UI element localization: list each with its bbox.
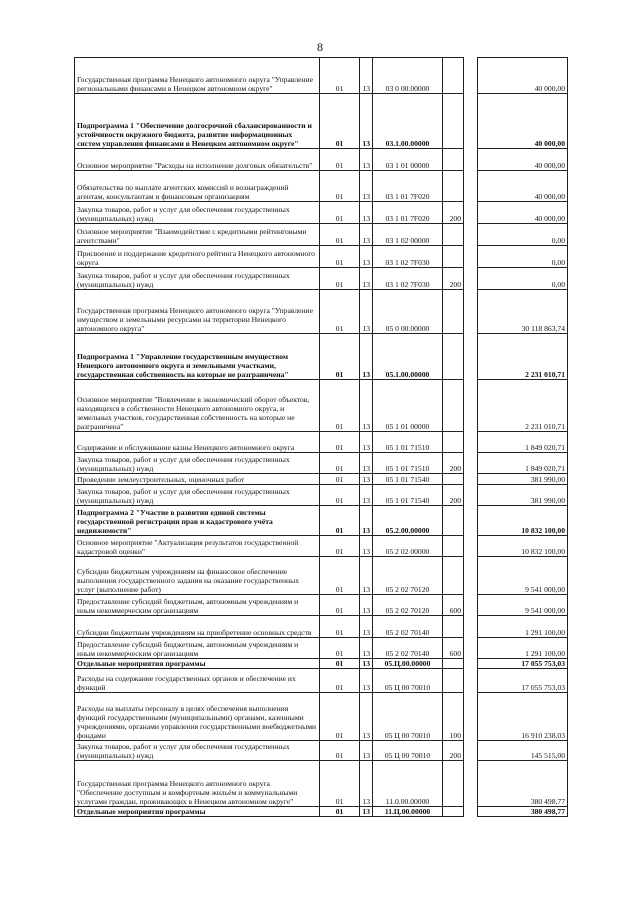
row-ministry-code: 01 bbox=[320, 741, 360, 761]
row-expense-type bbox=[443, 224, 464, 246]
row-amount: 9 541 000,00 bbox=[478, 557, 568, 595]
row-description: Закупка товаров, работ и услуг для обеспечения государственных (муниципальных) нужд bbox=[75, 741, 320, 761]
row-gap bbox=[464, 94, 478, 149]
row-expense-type bbox=[443, 474, 464, 485]
row-description: Проведение землеустроительных, оценочных работ bbox=[75, 474, 320, 485]
row-description: Закупка товаров, работ и услуг для обеспечения государственных (муниципальных) нужд bbox=[75, 202, 320, 224]
table-row bbox=[75, 171, 568, 202]
row-description: Основное мероприятие "Расходы на исполнение долговых обязательств" bbox=[75, 149, 320, 171]
table-row bbox=[75, 485, 568, 506]
row-section-code: 13 bbox=[360, 807, 373, 817]
row-section-code: 13 bbox=[360, 432, 373, 453]
table-row bbox=[75, 58, 568, 94]
row-ministry-code: 01 bbox=[320, 595, 360, 616]
row-ministry-code: 01 bbox=[320, 171, 360, 202]
row-description: Закупка товаров, работ и услуг для обеспечения государственных (муниципальных) нужд bbox=[75, 268, 320, 290]
row-description: Субсидии бюджетным учреждениям на приобретение основных средств bbox=[75, 616, 320, 638]
budget-table bbox=[74, 57, 568, 817]
row-ministry-code: 01 bbox=[320, 485, 360, 506]
row-section-code: 13 bbox=[360, 741, 373, 761]
row-ministry-code: 01 bbox=[320, 149, 360, 171]
row-target-article: 03 1 01 7F020 bbox=[373, 202, 443, 224]
row-ministry-code: 01 bbox=[320, 506, 360, 536]
row-section-code: 13 bbox=[360, 638, 373, 659]
table-row bbox=[75, 149, 568, 171]
row-description: Основное мероприятие "Вовлечение в экономический оборот объектов, находящихся в собственности Ненецкого автономного округа, и земельных участков, государственная собственность на которые не разграничена" bbox=[75, 380, 320, 432]
row-target-article: 05 1 01 71540 bbox=[373, 485, 443, 506]
table-row bbox=[75, 334, 568, 380]
row-amount: 40 000,00 bbox=[478, 149, 568, 171]
row-section-code: 13 bbox=[360, 616, 373, 638]
row-section-code: 13 bbox=[360, 202, 373, 224]
row-description: Подпрограмма 1 "Управление государственным имуществом Ненецкого автономного округа и земельными участками, государственная собственность на которые не разграничена" bbox=[75, 334, 320, 380]
row-section-code: 13 bbox=[360, 334, 373, 380]
row-expense-type: 200 bbox=[443, 453, 464, 474]
row-section-code: 13 bbox=[360, 595, 373, 616]
row-ministry-code: 01 bbox=[320, 693, 360, 741]
row-ministry-code: 01 bbox=[320, 246, 360, 268]
row-target-article: 05 2 02 70140 bbox=[373, 638, 443, 659]
row-expense-type bbox=[443, 557, 464, 595]
row-amount: 381 990,00 bbox=[478, 485, 568, 506]
row-ministry-code: 01 bbox=[320, 268, 360, 290]
row-expense-type: 200 bbox=[443, 268, 464, 290]
row-description: Предоставление субсидий бюджетным, автономным учреждениям и иным некоммерческим организациям bbox=[75, 638, 320, 659]
table-row bbox=[75, 268, 568, 290]
row-section-code: 13 bbox=[360, 58, 373, 94]
row-description: Отдельные мероприятия программы bbox=[75, 659, 320, 669]
table-row bbox=[75, 669, 568, 693]
row-expense-type bbox=[443, 171, 464, 202]
row-ministry-code: 01 bbox=[320, 334, 360, 380]
row-amount: 381 990,00 bbox=[478, 474, 568, 485]
row-target-article: 05 0 00.00000 bbox=[373, 290, 443, 334]
row-expense-type bbox=[443, 536, 464, 557]
row-expense-type bbox=[443, 58, 464, 94]
row-ministry-code: 01 bbox=[320, 616, 360, 638]
row-target-article: 05 Ц 00 70010 bbox=[373, 741, 443, 761]
row-target-article: 05 Ц 00 70010 bbox=[373, 693, 443, 741]
table-row bbox=[75, 94, 568, 149]
row-target-article: 05 1 01 71510 bbox=[373, 453, 443, 474]
row-section-code: 13 bbox=[360, 474, 373, 485]
row-gap bbox=[464, 474, 478, 485]
row-description: Закупка товаров, работ и услуг для обеспечения государственных (муниципальных) нужд bbox=[75, 453, 320, 474]
row-gap bbox=[464, 453, 478, 474]
row-section-code: 13 bbox=[360, 246, 373, 268]
row-target-article: 03 0 00.00000 bbox=[373, 58, 443, 94]
row-expense-type: 200 bbox=[443, 202, 464, 224]
row-ministry-code: 01 bbox=[320, 474, 360, 485]
row-ministry-code: 01 bbox=[320, 807, 360, 817]
row-ministry-code: 01 bbox=[320, 536, 360, 557]
row-target-article: 05.2.00.00000 bbox=[373, 506, 443, 536]
row-ministry-code: 01 bbox=[320, 453, 360, 474]
row-ministry-code: 01 bbox=[320, 58, 360, 94]
row-gap bbox=[464, 334, 478, 380]
table-row bbox=[75, 536, 568, 557]
row-expense-type bbox=[443, 659, 464, 669]
row-target-article: 05 1 01 71540 bbox=[373, 474, 443, 485]
row-target-article: 05.Ц.00.00000 bbox=[373, 659, 443, 669]
row-gap bbox=[464, 58, 478, 94]
table-row bbox=[75, 246, 568, 268]
row-description: Государственная программа Ненецкого автономного округа "Управление имуществом и земельными ресурсами на территории Ненецкого автономного округа" bbox=[75, 290, 320, 334]
row-target-article: 05 Ц 00 70010 bbox=[373, 669, 443, 693]
row-description: Расходы на содержание государственных органов и обеспечение их функций bbox=[75, 669, 320, 693]
row-gap bbox=[464, 246, 478, 268]
row-amount: 30 118 863,74 bbox=[478, 290, 568, 334]
row-amount: 380 498,77 bbox=[478, 761, 568, 807]
row-expense-type: 200 bbox=[443, 485, 464, 506]
row-amount: 16 910 238,03 bbox=[478, 693, 568, 741]
row-amount: 40 000,00 bbox=[478, 58, 568, 94]
row-ministry-code: 01 bbox=[320, 432, 360, 453]
row-gap bbox=[464, 807, 478, 817]
row-amount: 0,00 bbox=[478, 224, 568, 246]
row-amount: 40 000,00 bbox=[478, 202, 568, 224]
table-row bbox=[75, 659, 568, 669]
row-ministry-code: 01 bbox=[320, 290, 360, 334]
row-gap bbox=[464, 557, 478, 595]
row-gap bbox=[464, 741, 478, 761]
row-gap bbox=[464, 761, 478, 807]
row-amount: 40 000,00 bbox=[478, 94, 568, 149]
row-gap bbox=[464, 149, 478, 171]
row-section-code: 13 bbox=[360, 761, 373, 807]
row-section-code: 13 bbox=[360, 290, 373, 334]
row-ministry-code: 01 bbox=[320, 94, 360, 149]
row-ministry-code: 01 bbox=[320, 202, 360, 224]
table-row bbox=[75, 432, 568, 453]
row-amount: 1 291 100,00 bbox=[478, 616, 568, 638]
row-expense-type bbox=[443, 761, 464, 807]
row-amount: 1 849 020,71 bbox=[478, 432, 568, 453]
row-target-article: 05.1.00.00000 bbox=[373, 334, 443, 380]
row-description: Присвоение и поддержание кредитного рейтинга Ненецкого автономного округа bbox=[75, 246, 320, 268]
row-expense-type bbox=[443, 246, 464, 268]
row-target-article: 05 2 02 00000 bbox=[373, 536, 443, 557]
row-target-article: 03 1 02 7F030 bbox=[373, 246, 443, 268]
row-gap bbox=[464, 616, 478, 638]
row-target-article: 05 2 02 70140 bbox=[373, 616, 443, 638]
row-ministry-code: 01 bbox=[320, 557, 360, 595]
table-row bbox=[75, 202, 568, 224]
row-expense-type bbox=[443, 380, 464, 432]
row-target-article: 03 1 02 00000 bbox=[373, 224, 443, 246]
row-description: Государственная программа Ненецкого автономного округа "Управление региональными финансами в Ненецком автономном округе" bbox=[75, 58, 320, 94]
row-ministry-code: 01 bbox=[320, 669, 360, 693]
row-ministry-code: 01 bbox=[320, 761, 360, 807]
row-amount: 40 000,00 bbox=[478, 171, 568, 202]
row-amount: 9 541 000,00 bbox=[478, 595, 568, 616]
row-expense-type: 600 bbox=[443, 638, 464, 659]
row-section-code: 13 bbox=[360, 380, 373, 432]
row-section-code: 13 bbox=[360, 268, 373, 290]
row-gap bbox=[464, 268, 478, 290]
row-amount: 2 231 010,71 bbox=[478, 334, 568, 380]
table-row bbox=[75, 693, 568, 741]
row-section-code: 13 bbox=[360, 224, 373, 246]
row-section-code: 13 bbox=[360, 485, 373, 506]
table-row bbox=[75, 506, 568, 536]
row-gap bbox=[464, 693, 478, 741]
row-amount: 17 055 753,03 bbox=[478, 669, 568, 693]
row-amount: 0,00 bbox=[478, 246, 568, 268]
row-description: Закупка товаров, работ и услуг для обеспечения государственных (муниципальных) нужд bbox=[75, 485, 320, 506]
row-target-article: 03 1 01 00000 bbox=[373, 149, 443, 171]
row-target-article: 05 1 01 71510 bbox=[373, 432, 443, 453]
row-description: Субсидии бюджетным учреждениям на финансовое обеспечение выполнения государственного задания на оказание государственных услуг (выполнение работ) bbox=[75, 557, 320, 595]
row-ministry-code: 01 bbox=[320, 224, 360, 246]
row-gap bbox=[464, 536, 478, 557]
row-target-article: 05 1 01 00000 bbox=[373, 380, 443, 432]
row-section-code: 13 bbox=[360, 506, 373, 536]
row-ministry-code: 01 bbox=[320, 638, 360, 659]
row-gap bbox=[464, 595, 478, 616]
row-gap bbox=[464, 638, 478, 659]
row-amount: 1 849 020,71 bbox=[478, 453, 568, 474]
table-row bbox=[75, 761, 568, 807]
row-expense-type bbox=[443, 94, 464, 149]
table-row bbox=[75, 807, 568, 817]
row-target-article: 03 1 01 7F020 bbox=[373, 171, 443, 202]
row-expense-type bbox=[443, 334, 464, 380]
row-expense-type bbox=[443, 290, 464, 334]
row-description: Государственная программа Ненецкого автономного округа "Обеспечение доступным и комфортным жильём и коммунальными услугами граждан, проживающих в Ненецком автономном округе" bbox=[75, 761, 320, 807]
table-row bbox=[75, 557, 568, 595]
row-target-article: 05 2 02 70120 bbox=[373, 595, 443, 616]
table-row bbox=[75, 290, 568, 334]
row-target-article: 11.0.00.00000 bbox=[373, 761, 443, 807]
row-amount: 0,00 bbox=[478, 268, 568, 290]
row-gap bbox=[464, 290, 478, 334]
row-section-code: 13 bbox=[360, 149, 373, 171]
row-gap bbox=[464, 659, 478, 669]
row-section-code: 13 bbox=[360, 669, 373, 693]
row-expense-type: 200 bbox=[443, 741, 464, 761]
row-section-code: 13 bbox=[360, 557, 373, 595]
row-target-article: 03.1.00.00000 bbox=[373, 94, 443, 149]
row-gap bbox=[464, 669, 478, 693]
row-description: Подпрограмма 2 "Участие в развитии единой системы государственной регистрации прав и кадастрового учёта недвижимости" bbox=[75, 506, 320, 536]
table-row bbox=[75, 474, 568, 485]
table-row bbox=[75, 638, 568, 659]
row-description: Обязательства по выплате агентских комиссий и вознаграждений агентам, консультантам и финансовым организациям bbox=[75, 171, 320, 202]
row-expense-type bbox=[443, 432, 464, 453]
row-target-article: 03 1 02 7F030 bbox=[373, 268, 443, 290]
row-ministry-code: 01 bbox=[320, 659, 360, 669]
row-description: Предоставление субсидий бюджетным, автономным учреждениям и иным некоммерческим организациям bbox=[75, 595, 320, 616]
row-section-code: 13 bbox=[360, 453, 373, 474]
row-expense-type bbox=[443, 149, 464, 171]
table-row bbox=[75, 453, 568, 474]
row-section-code: 13 bbox=[360, 659, 373, 669]
row-expense-type: 600 bbox=[443, 595, 464, 616]
row-expense-type bbox=[443, 616, 464, 638]
row-amount: 17 055 753,03 bbox=[478, 659, 568, 669]
row-gap bbox=[464, 380, 478, 432]
table-row bbox=[75, 380, 568, 432]
row-expense-type bbox=[443, 807, 464, 817]
row-gap bbox=[464, 202, 478, 224]
row-section-code: 13 bbox=[360, 693, 373, 741]
table-row bbox=[75, 595, 568, 616]
row-section-code: 13 bbox=[360, 94, 373, 149]
row-target-article: 05 2 02 70120 bbox=[373, 557, 443, 595]
row-description: Основное мероприятие "Взаимодействие с кредитными рейтинговыми агентствами" bbox=[75, 224, 320, 246]
row-gap bbox=[464, 224, 478, 246]
table-row bbox=[75, 616, 568, 638]
row-ministry-code: 01 bbox=[320, 380, 360, 432]
table-row bbox=[75, 741, 568, 761]
row-gap bbox=[464, 506, 478, 536]
row-amount: 10 832 100,00 bbox=[478, 536, 568, 557]
row-gap bbox=[464, 171, 478, 202]
row-expense-type: 100 bbox=[443, 693, 464, 741]
row-amount: 10 832 100,00 bbox=[478, 506, 568, 536]
row-amount: 145 515,00 bbox=[478, 741, 568, 761]
row-section-code: 13 bbox=[360, 536, 373, 557]
page-number: 8 bbox=[317, 40, 323, 54]
row-section-code: 13 bbox=[360, 171, 373, 202]
row-description: Подпрограмма 1 "Обеспечение долгосрочной сбалансированности и устойчивости окружного бюджета, развитие информационных систем управления финансами в Ненецком автономном округе" bbox=[75, 94, 320, 149]
row-gap bbox=[464, 485, 478, 506]
row-amount: 2 231 010,71 bbox=[478, 380, 568, 432]
row-target-article: 11.Ц.00.00000 bbox=[373, 807, 443, 817]
row-expense-type bbox=[443, 669, 464, 693]
row-expense-type bbox=[443, 506, 464, 536]
row-description: Основное мероприятие "Актуализация результатов государственной кадастровой оценки" bbox=[75, 536, 320, 557]
row-amount: 1 291 100,00 bbox=[478, 638, 568, 659]
row-description: Отдельные мероприятия программы bbox=[75, 807, 320, 817]
row-amount: 380 498,77 bbox=[478, 807, 568, 817]
row-description: Содержание и обслуживание казны Ненецкого автономного округа bbox=[75, 432, 320, 453]
table-row bbox=[75, 224, 568, 246]
row-gap bbox=[464, 432, 478, 453]
row-description: Расходы на выплаты персоналу в целях обеспечения выполнения функций государственными (муниципальными) органами, казенными учреждениями, органами управления государственными внебюджетными фондами bbox=[75, 693, 320, 741]
